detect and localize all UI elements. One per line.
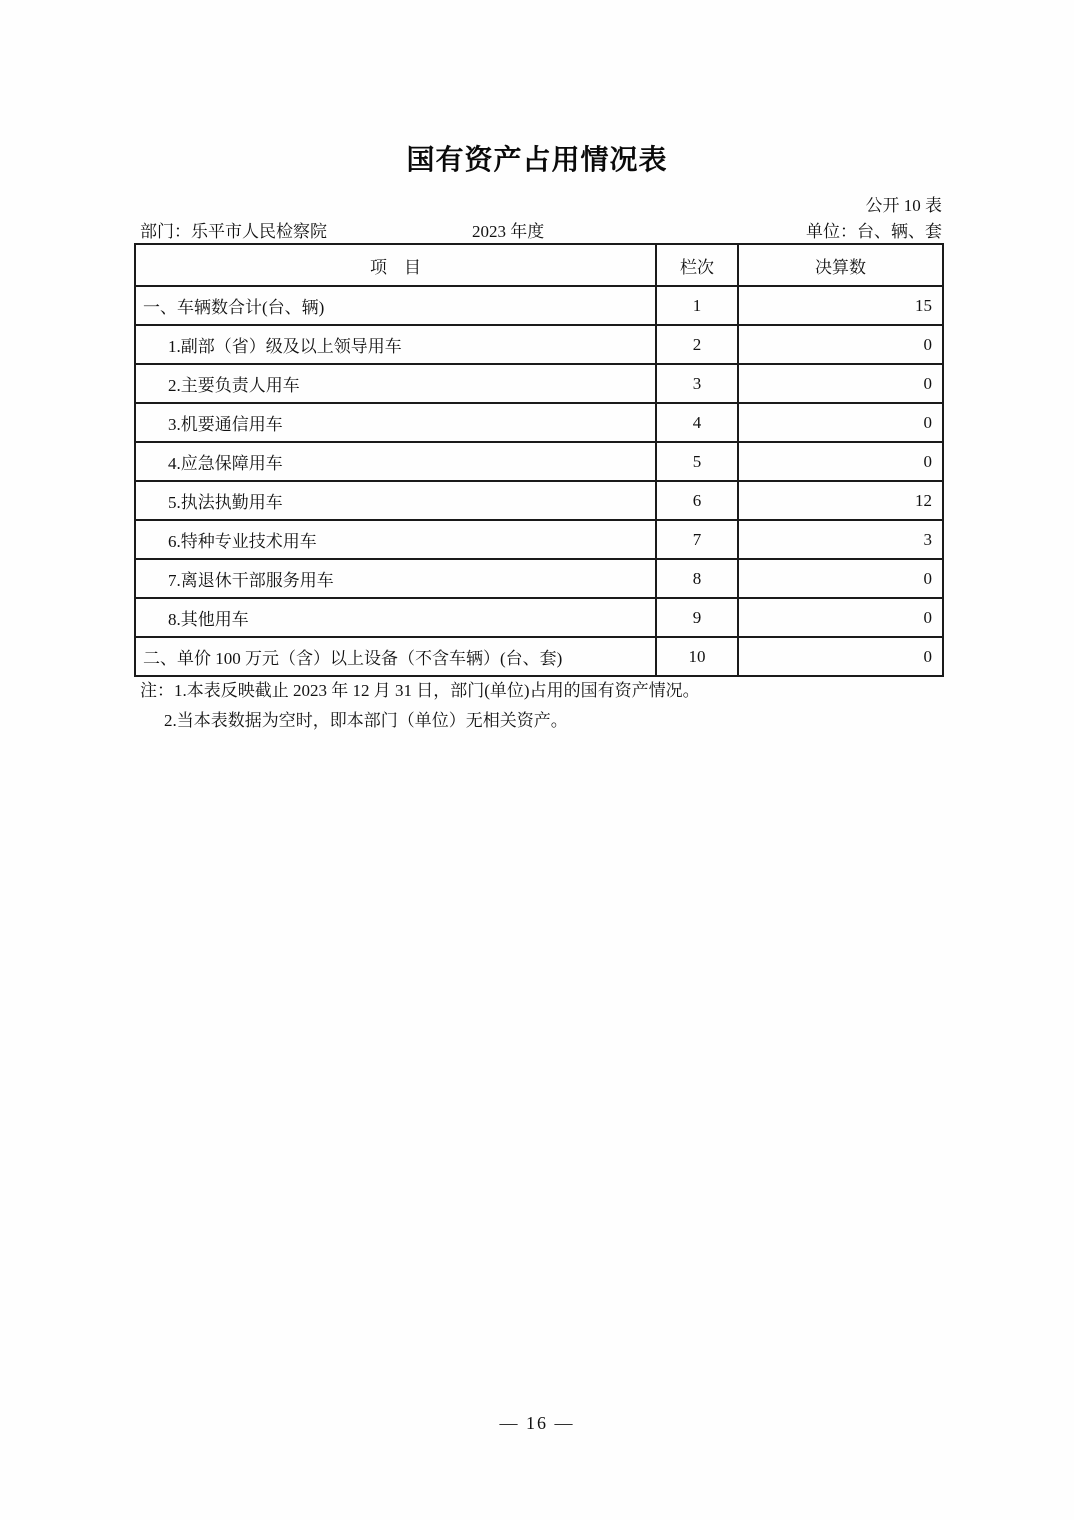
value-cell: 3 (738, 520, 943, 559)
item-cell: 一、车辆数合计(台、辆) (135, 286, 656, 325)
page-title: 国有资产占用情况表 (406, 144, 668, 175)
header-final-accounts: 决算数 (738, 244, 943, 286)
value-cell: 0 (738, 403, 943, 442)
value-cell: 0 (738, 442, 943, 481)
table-row (135, 325, 943, 364)
item-cell: 3.机要通信用车 (135, 403, 656, 442)
table-body (135, 286, 943, 676)
notes-block (140, 676, 700, 736)
column-no-cell: 5 (656, 442, 738, 481)
table-number-label: 公开 10 表 (865, 196, 942, 215)
note-line-2: 2.当本表数据为空时，即本部门（单位）无相关资产。 (164, 711, 568, 730)
table-row (135, 364, 943, 403)
note-line-1: 注：1.本表反映截止 2023 年 12 月 31 日，部门(单位)占用的国有资产情况。 (140, 681, 700, 700)
item-cell: 5.执法执勤用车 (135, 481, 656, 520)
table-header-row (135, 244, 943, 286)
page-number: — 16 — (499, 1413, 575, 1433)
header-item: 项 目 (135, 244, 656, 286)
column-no-cell: 10 (656, 637, 738, 676)
value-cell: 0 (738, 325, 943, 364)
item-cell: 二、单价 100 万元（含）以上设备（不含车辆）(台、套) (135, 637, 656, 676)
value-cell: 15 (738, 286, 943, 325)
item-cell: 1.副部（省）级及以上领导用车 (135, 325, 656, 364)
header-column-no: 栏次 (656, 244, 738, 286)
department-label: 部门：乐平市人民检察院 (140, 222, 327, 241)
column-no-cell: 7 (656, 520, 738, 559)
item-cell: 2.主要负责人用车 (135, 364, 656, 403)
column-no-cell: 4 (656, 403, 738, 442)
table-row (135, 559, 943, 598)
column-no-cell: 2 (656, 325, 738, 364)
column-no-cell: 8 (656, 559, 738, 598)
unit-label: 单位：台、辆、套 (806, 222, 942, 241)
value-cell: 0 (738, 559, 943, 598)
meta-row (134, 217, 942, 241)
fiscal-year-label: 2023 年度 (472, 222, 545, 241)
table-row (135, 520, 943, 559)
item-cell: 4.应急保障用车 (135, 442, 656, 481)
column-no-cell: 6 (656, 481, 738, 520)
item-cell: 8.其他用车 (135, 598, 656, 637)
value-cell: 12 (738, 481, 943, 520)
value-cell: 0 (738, 637, 943, 676)
table-row (135, 286, 943, 325)
table-row (135, 403, 943, 442)
value-cell: 0 (738, 364, 943, 403)
table-row (135, 442, 943, 481)
column-no-cell: 9 (656, 598, 738, 637)
table-row (135, 481, 943, 520)
value-cell: 0 (738, 598, 943, 637)
item-cell: 7.离退休干部服务用车 (135, 559, 656, 598)
table-row (135, 598, 943, 637)
column-no-cell: 1 (656, 286, 738, 325)
table-row (135, 637, 943, 676)
item-cell: 6.特种专业技术用车 (135, 520, 656, 559)
state-owned-assets-table (134, 243, 944, 677)
column-no-cell: 3 (656, 364, 738, 403)
